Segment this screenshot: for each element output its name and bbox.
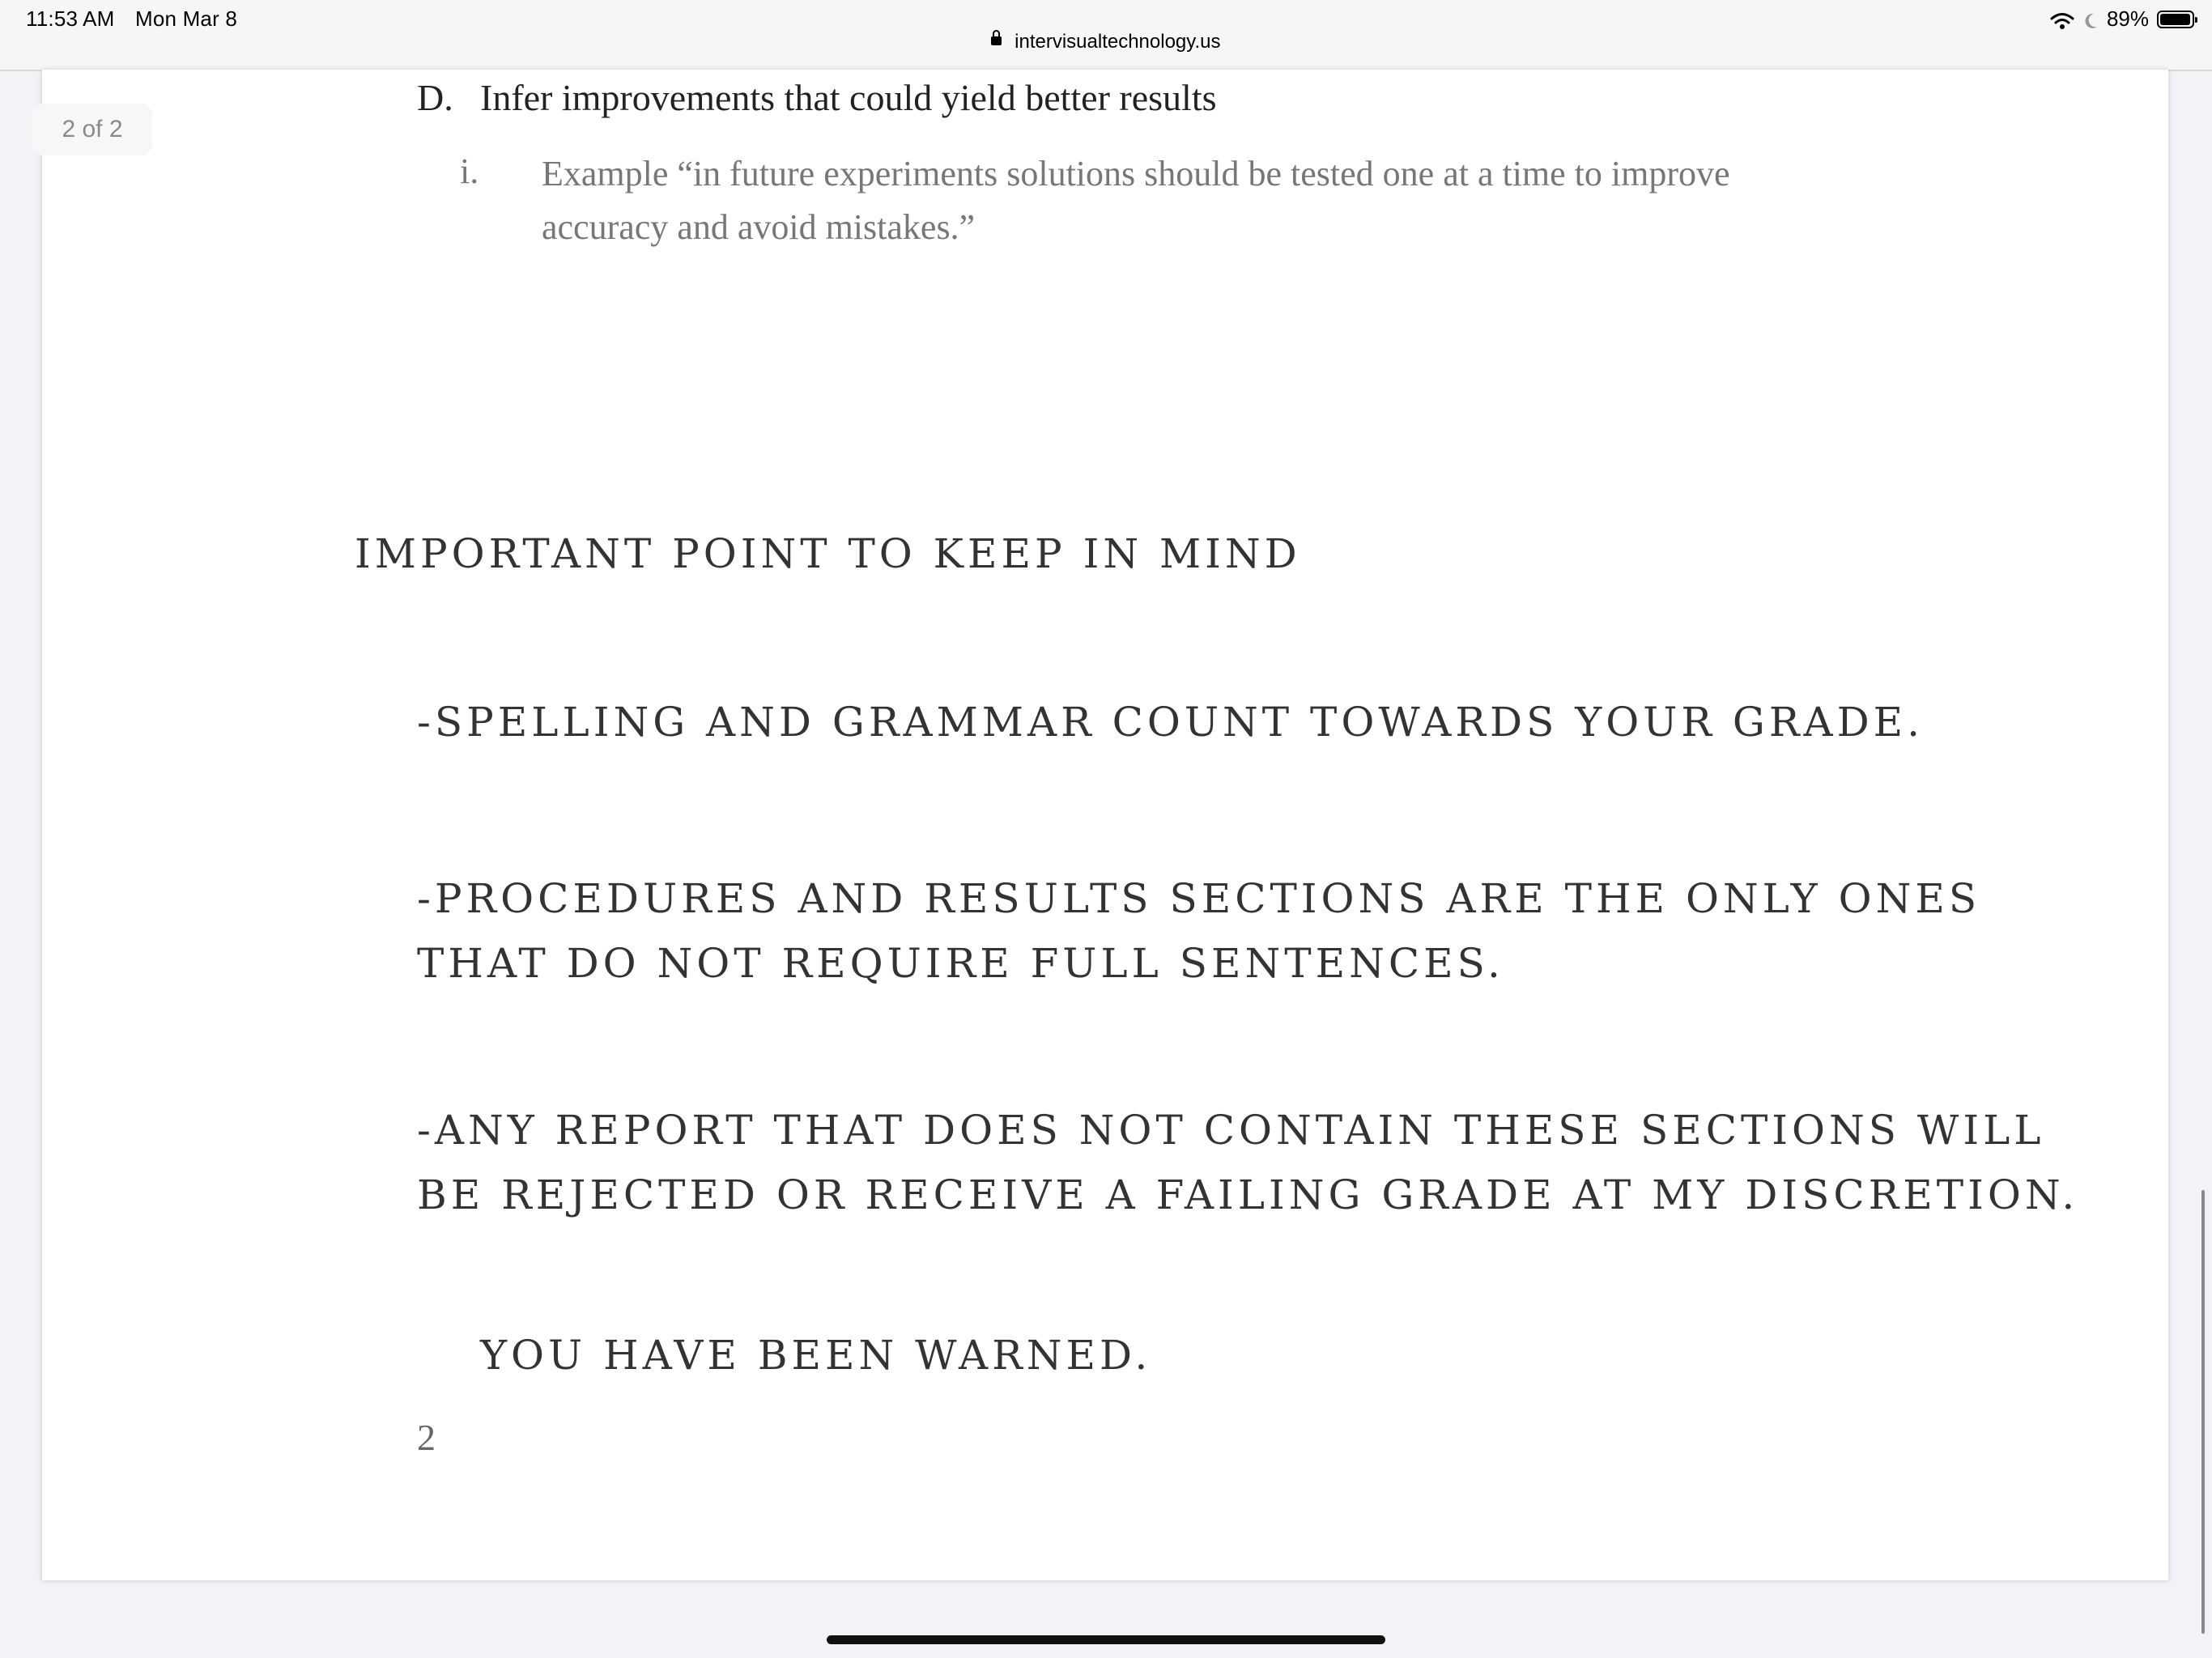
battery-percentage: 89% (2106, 6, 2149, 31)
lock-icon (991, 36, 1002, 45)
page-number: 2 (417, 1417, 436, 1458)
battery-tip (2195, 17, 2197, 23)
home-indicator[interactable] (827, 1635, 1385, 1644)
page-indicator: 2 of 2 (32, 104, 152, 155)
list-item-i-example: Example “in future experiments solutions should be tested one at a time to improve accuracy and avoid mistakes.” (542, 154, 1730, 247)
moon-icon (2082, 11, 2099, 28)
warning-text: YOU HAVE BEEN WARNED. (480, 1332, 1152, 1379)
status-time-date (26, 6, 252, 32)
rule-spelling-grammar: -SPELLING AND GRAMMAR COUNT TOWARDS YOUR GRADE. (417, 699, 1925, 746)
list-marker-d: D. (417, 77, 453, 118)
list-item-d: Infer improvements that could yield better results (480, 77, 1217, 118)
important-heading: IMPORTANT POINT TO KEEP IN MIND (355, 530, 1301, 577)
status-date: Mon Mar 8 (134, 6, 238, 31)
list-marker-i: i. (460, 151, 479, 191)
status-time: 11:53 AM (26, 6, 115, 31)
vertical-scrollbar[interactable] (2201, 1190, 2205, 1634)
status-bar (0, 0, 2212, 71)
battery-icon (2157, 11, 2194, 28)
battery-level (2160, 14, 2190, 25)
address-bar[interactable] (0, 31, 2212, 53)
rule-full-sentences: -PROCEDURES AND RESULTS SECTIONS ARE THE ONLY ONES THAT DO NOT REQUIRE FULL SENTENCES. (417, 875, 1981, 987)
rule-report-rejection: -ANY REPORT THAT DOES NOT CONTAIN THESE SECTIONS WILL BE REJECTED OR RECEIVE A FAILING GRADE AT MY DISCRETION. (417, 1107, 2079, 1218)
url-text[interactable]: intervisualtechnology.us (1015, 31, 1221, 53)
status-indicators (2050, 6, 2194, 32)
wifi-icon (2050, 11, 2074, 28)
